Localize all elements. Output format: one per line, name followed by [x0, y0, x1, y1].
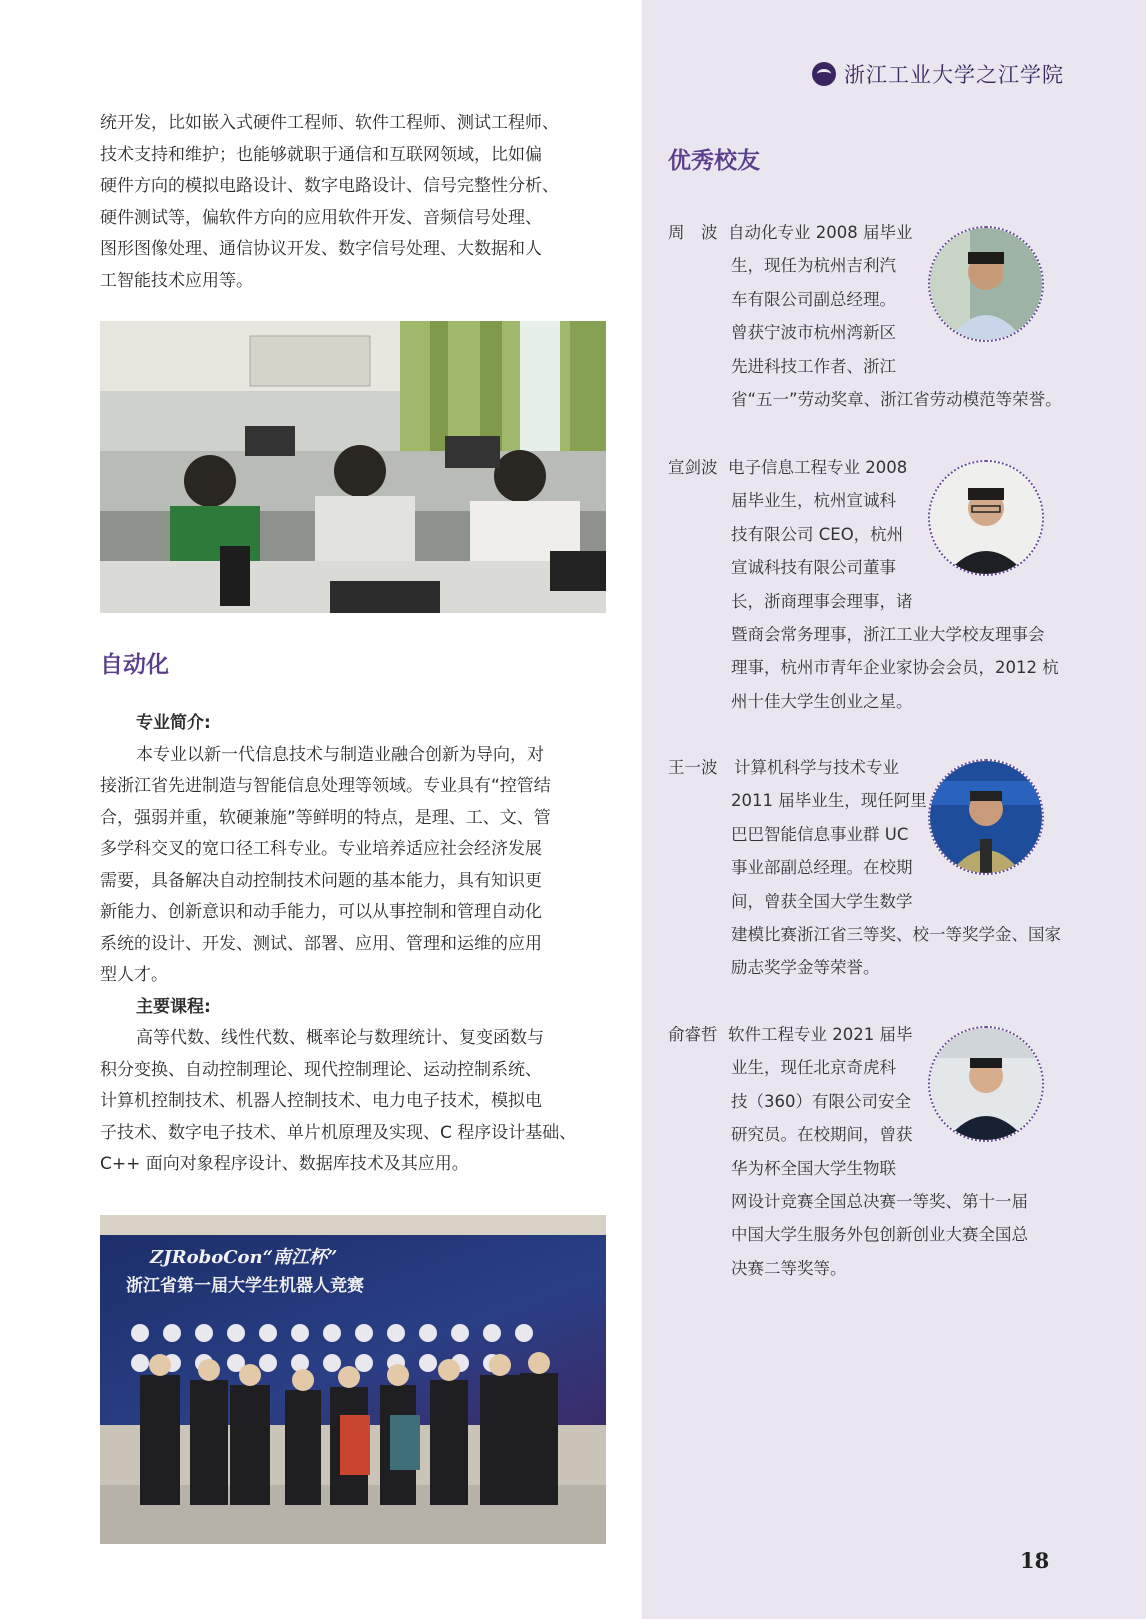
alumni-line: 计算机科学与技术专业	[734, 758, 899, 777]
text-line: 子技术、数字电子技术、单片机原理及实现、C 程序设计基础、	[100, 1122, 577, 1143]
alumni-name: 周 波	[668, 223, 718, 242]
alumni-line: 届毕业生，杭州宣诚科	[731, 491, 896, 511]
top-paragraph	[100, 108, 606, 297]
text-line: 新能力、创新意识和动手能力，可以从事控制和管理自动化	[100, 902, 542, 922]
competition-photo	[100, 1215, 606, 1544]
alumni-line: 华为杯全国大学生物联	[731, 1158, 896, 1178]
text-line: 合，强弱并重，软硬兼施”等鲜明的特点，是理、工、文、管	[100, 807, 551, 828]
alumni-line: 宣诚科技有限公司董事	[731, 558, 896, 578]
alumni-line: 软件工程专业 2021 届毕	[728, 1025, 913, 1044]
text-line: 积分变换、自动控制理论、现代控制理论、运动控制系统、	[100, 1059, 542, 1080]
text-line: 计算机控制技术、机器人控制技术、电力电子技术，模拟电	[100, 1091, 542, 1111]
alumni-line: 曾获宁波市杭州湾新区	[731, 323, 896, 343]
page-number: 18	[1020, 1548, 1050, 1573]
alumni-line: 自动化专业 2008 届毕业	[728, 223, 913, 242]
alumni-line: 间，曾获全国大学生数学	[731, 891, 913, 911]
alumni-line: 电子信息工程专业 2008	[728, 458, 908, 477]
brand-name: 浙江工业大学之江学院	[844, 63, 1064, 87]
alumni-line: 决赛二等奖等。	[731, 1258, 847, 1278]
text-line: 图形图像处理、通信协议开发、数字信号处理、大数据和人	[100, 239, 542, 259]
text-line: 需要，具备解决自动控制技术问题的基本能力，具有知识更	[100, 870, 542, 891]
courses-heading: 主要课程:	[136, 996, 211, 1017]
brand-header	[812, 58, 1064, 90]
text-line: C++ 面向对象程序设计、数据库技术及其应用。	[100, 1154, 469, 1174]
text-line: 本专业以新一代信息技术与制造业融合创新为导向，对	[136, 744, 544, 765]
text-line: 多学科交叉的宽口径工科专业。专业培养适应社会经济发展	[100, 839, 542, 859]
automation-title: 自动化	[100, 652, 169, 678]
alumni-line: 暨商会常务理事，浙江工业大学校友理事会	[731, 625, 1045, 645]
alumni-name: 宣剑波	[668, 458, 718, 477]
alumni-line: 中国大学生服务外包创新创业大赛全国总	[731, 1225, 1028, 1245]
alumni-line: 省“五一”劳动奖章、浙江省劳动模范等荣誉。	[731, 390, 1062, 410]
alumni-line: 研究员。在校期间，曾获	[731, 1125, 913, 1145]
alumni-line: 长，浙商理事会理事，诸	[731, 591, 913, 611]
alumni-line: 州十佳大学生创业之星。	[731, 691, 913, 711]
swirl-logo-icon	[812, 62, 836, 86]
alumni-name: 王一波	[668, 758, 718, 777]
text-line: 工智能技术应用等。	[100, 270, 253, 291]
text-line: 高等代数、线性代数、概率论与数理统计、复变函数与	[136, 1028, 544, 1048]
alumni-line: 技（360）有限公司安全	[731, 1091, 911, 1111]
alumni-line: 先进科技工作者、浙江	[731, 356, 896, 376]
alumni-name: 俞睿哲	[668, 1025, 718, 1044]
alumni-line: 2011 届毕业生，现任阿里	[731, 791, 927, 811]
alumni-line: 事业部副总经理。在校期	[731, 858, 913, 878]
text-line: 型人才。	[100, 965, 168, 985]
alumni-line: 建模比赛浙江省三等奖、校一等奖学金、国家	[731, 925, 1061, 945]
alumni-title: 优秀校友	[668, 148, 760, 174]
alumni-line: 网设计竞赛全国总决赛一等奖、第十一届	[731, 1192, 1028, 1212]
intro-heading: 专业简介:	[136, 713, 211, 733]
alumni-line: 巴巴智能信息事业群 UC	[731, 824, 909, 844]
alumni-line: 业生，现任北京奇虎科	[731, 1058, 896, 1078]
alumni-line: 技有限公司 CEO，杭州	[731, 524, 904, 544]
text-line: 硬件方向的模拟电路设计、数字电路设计、信号完整性分析、	[100, 176, 559, 196]
alumni-line: 励志奖学金等荣誉。	[731, 958, 880, 978]
alumni-line: 生，现任为杭州吉利汽	[731, 256, 896, 276]
avatar-wang-yibo	[928, 759, 1044, 875]
alumni-line: 车有限公司副总经理。	[731, 289, 896, 309]
automation-body	[100, 708, 606, 1181]
avatar-xuan-jianbo	[928, 460, 1044, 576]
text-line: 统开发，比如嵌入式硬件工程师、软件工程师、测试工程师、	[100, 113, 559, 133]
text-line: 技术支持和维护；也能够就职于通信和互联网领域，比如偏	[100, 144, 542, 165]
event-line-2: 浙江省第一届大学生机器人竞赛	[126, 1276, 364, 1296]
avatar-zhou-bo	[928, 226, 1044, 342]
avatar-yu-ruizhe	[928, 1026, 1044, 1142]
text-line: 接浙江省先进制造与智能信息处理等领域。专业具有“控管结	[100, 776, 551, 796]
alumni-line: 理事，杭州市青年企业家协会会员，2012 杭	[731, 658, 1059, 678]
lab-photo	[100, 321, 606, 613]
text-line: 系统的设计、开发、测试、部署、应用、管理和运维的应用	[100, 933, 542, 954]
text-line: 硬件测试等，偏软件方向的应用软件开发、音频信号处理、	[100, 207, 542, 228]
event-line-1: ZJRoboCon“南江杯”	[150, 1247, 338, 1268]
